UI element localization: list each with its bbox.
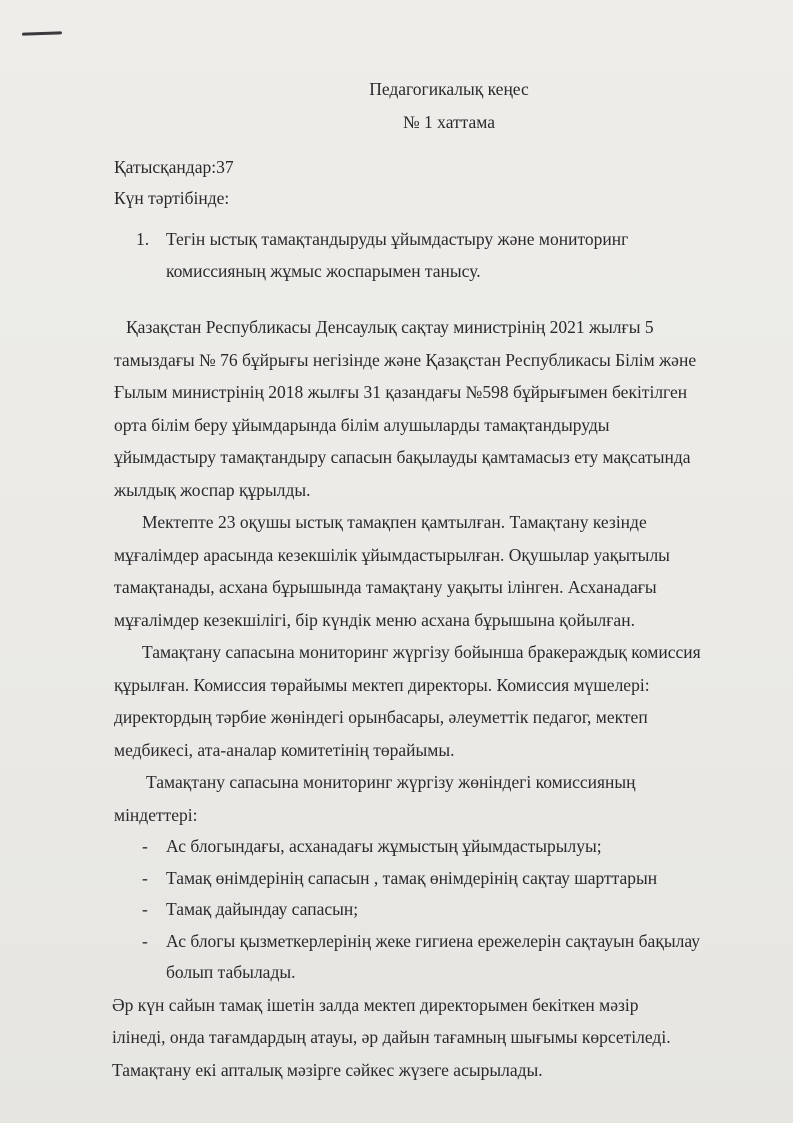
paragraph-line: ілінеді, онда тағамдардың атауы, әр дайын тағамның шығымы көрсетіледі. [112, 1027, 671, 1047]
agenda-item [114, 223, 744, 255]
agenda-list [114, 223, 744, 287]
duty-text: Ас блогындағы, асханадағы жұмыстың ұйымдастырылуы; [166, 836, 602, 856]
paragraph-line: Мектепте 23 оқушы ыстық тамақпен қамтылған. Тамақтану кезінде [142, 512, 647, 532]
paragraph-line: тамыздағы № 76 бұйрығы негізінде және Қазақстан Республикасы Білім және [114, 349, 697, 370]
duty-item [114, 863, 744, 895]
duty-text: Ас блогы қызметкерлерінің жеке гигиена ережелерін сақтауын бақылау [166, 930, 700, 951]
participants: Қатысқандар:37 [114, 157, 234, 177]
paragraph-line: Тамақтану сапасына мониторинг жүргізу бойынша бракераждық комиссия [142, 642, 701, 662]
paragraph-line: мұғалімдер кезекшілігі, бір күндік меню асхана бұрышына қойылған. [114, 609, 635, 630]
paragraph-line: Ғылым министрінің 2018 жылғы 31 қазандағы №598 бұйрығымен бекітілген [114, 382, 688, 402]
document-content [114, 76, 744, 1086]
paragraph-line: тамақтанады, асхана бұрышында тамақтану уақыты ілінген. Асханадағы [114, 577, 657, 597]
paragraph-line: Әр күн сайын тамақ ішетін залда мектеп директорымен бекіткен мәзір [112, 994, 639, 1015]
duties-list [114, 831, 744, 989]
duty-text: Тамақ дайындау сапасын; [166, 899, 359, 919]
agenda-item-continuation: комиссияның жұмыс жоспарымен танысу. [166, 261, 481, 281]
paragraph-line: Тамақтану екі апталық мәзірге сәйкес жүзеге асырылады. [112, 1059, 543, 1080]
pen-mark [22, 31, 62, 35]
duty-item [114, 831, 744, 863]
dash-marker: - [142, 836, 148, 856]
council-title: Педагогикалық кеңес [369, 79, 529, 99]
paragraph-line: Қазақстан Республикасы Денсаулық сақтау министрінің 2021 жылғы 5 [126, 317, 654, 337]
protocol-number: № 1 хаттама [402, 112, 496, 132]
dash-marker: - [142, 930, 148, 951]
duty-item [114, 894, 744, 926]
paragraph-line: мұғалімдер арасында кезекшілік ұйымдастырылған. Оқушылар уақытылы [114, 544, 670, 565]
paragraph-line: міндеттері: [114, 804, 198, 825]
duty-item [114, 926, 744, 958]
duty-text: Тамақ өнімдерінің сапасын , тамақ өнімдерінің сақтау шарттарын [166, 867, 658, 888]
agenda-item-number: 1. [136, 229, 150, 249]
dash-marker: - [142, 867, 148, 888]
paragraph-line: директордың тәрбие жөніндегі орынбасары, әлеуметтік педагог, мектеп [114, 707, 648, 727]
paragraph-line: жылдық жоспар құрылды. [114, 479, 311, 500]
agenda-heading: Күн тәртібінде: [114, 188, 230, 208]
paragraph-order [114, 311, 744, 1086]
duty-continuation: болып табылады. [166, 962, 296, 982]
paragraph-line: құрылған. Комиссия төрайымы мектеп директоры. Комиссия мүшелері: [114, 674, 650, 695]
dash-marker: - [142, 899, 148, 919]
agenda-item-text: Тегін ыстық тамақтандыруды ұйымдастыру және мониторинг [166, 229, 629, 249]
paragraph-line: орта білім беру ұйымдарында білім алушыларды тамақтандыруды [114, 414, 610, 435]
paragraph-line: медбикесі, ата-аналар комитетінің төрайымы. [114, 739, 455, 760]
paragraph-line: ұйымдастыру тамақтандыру сапасын бақылауды қамтамасыз ету мақсатында [114, 447, 691, 467]
paragraph-line: Тамақтану сапасына мониторинг жүргізу жөніндегі комиссияның [146, 772, 636, 792]
